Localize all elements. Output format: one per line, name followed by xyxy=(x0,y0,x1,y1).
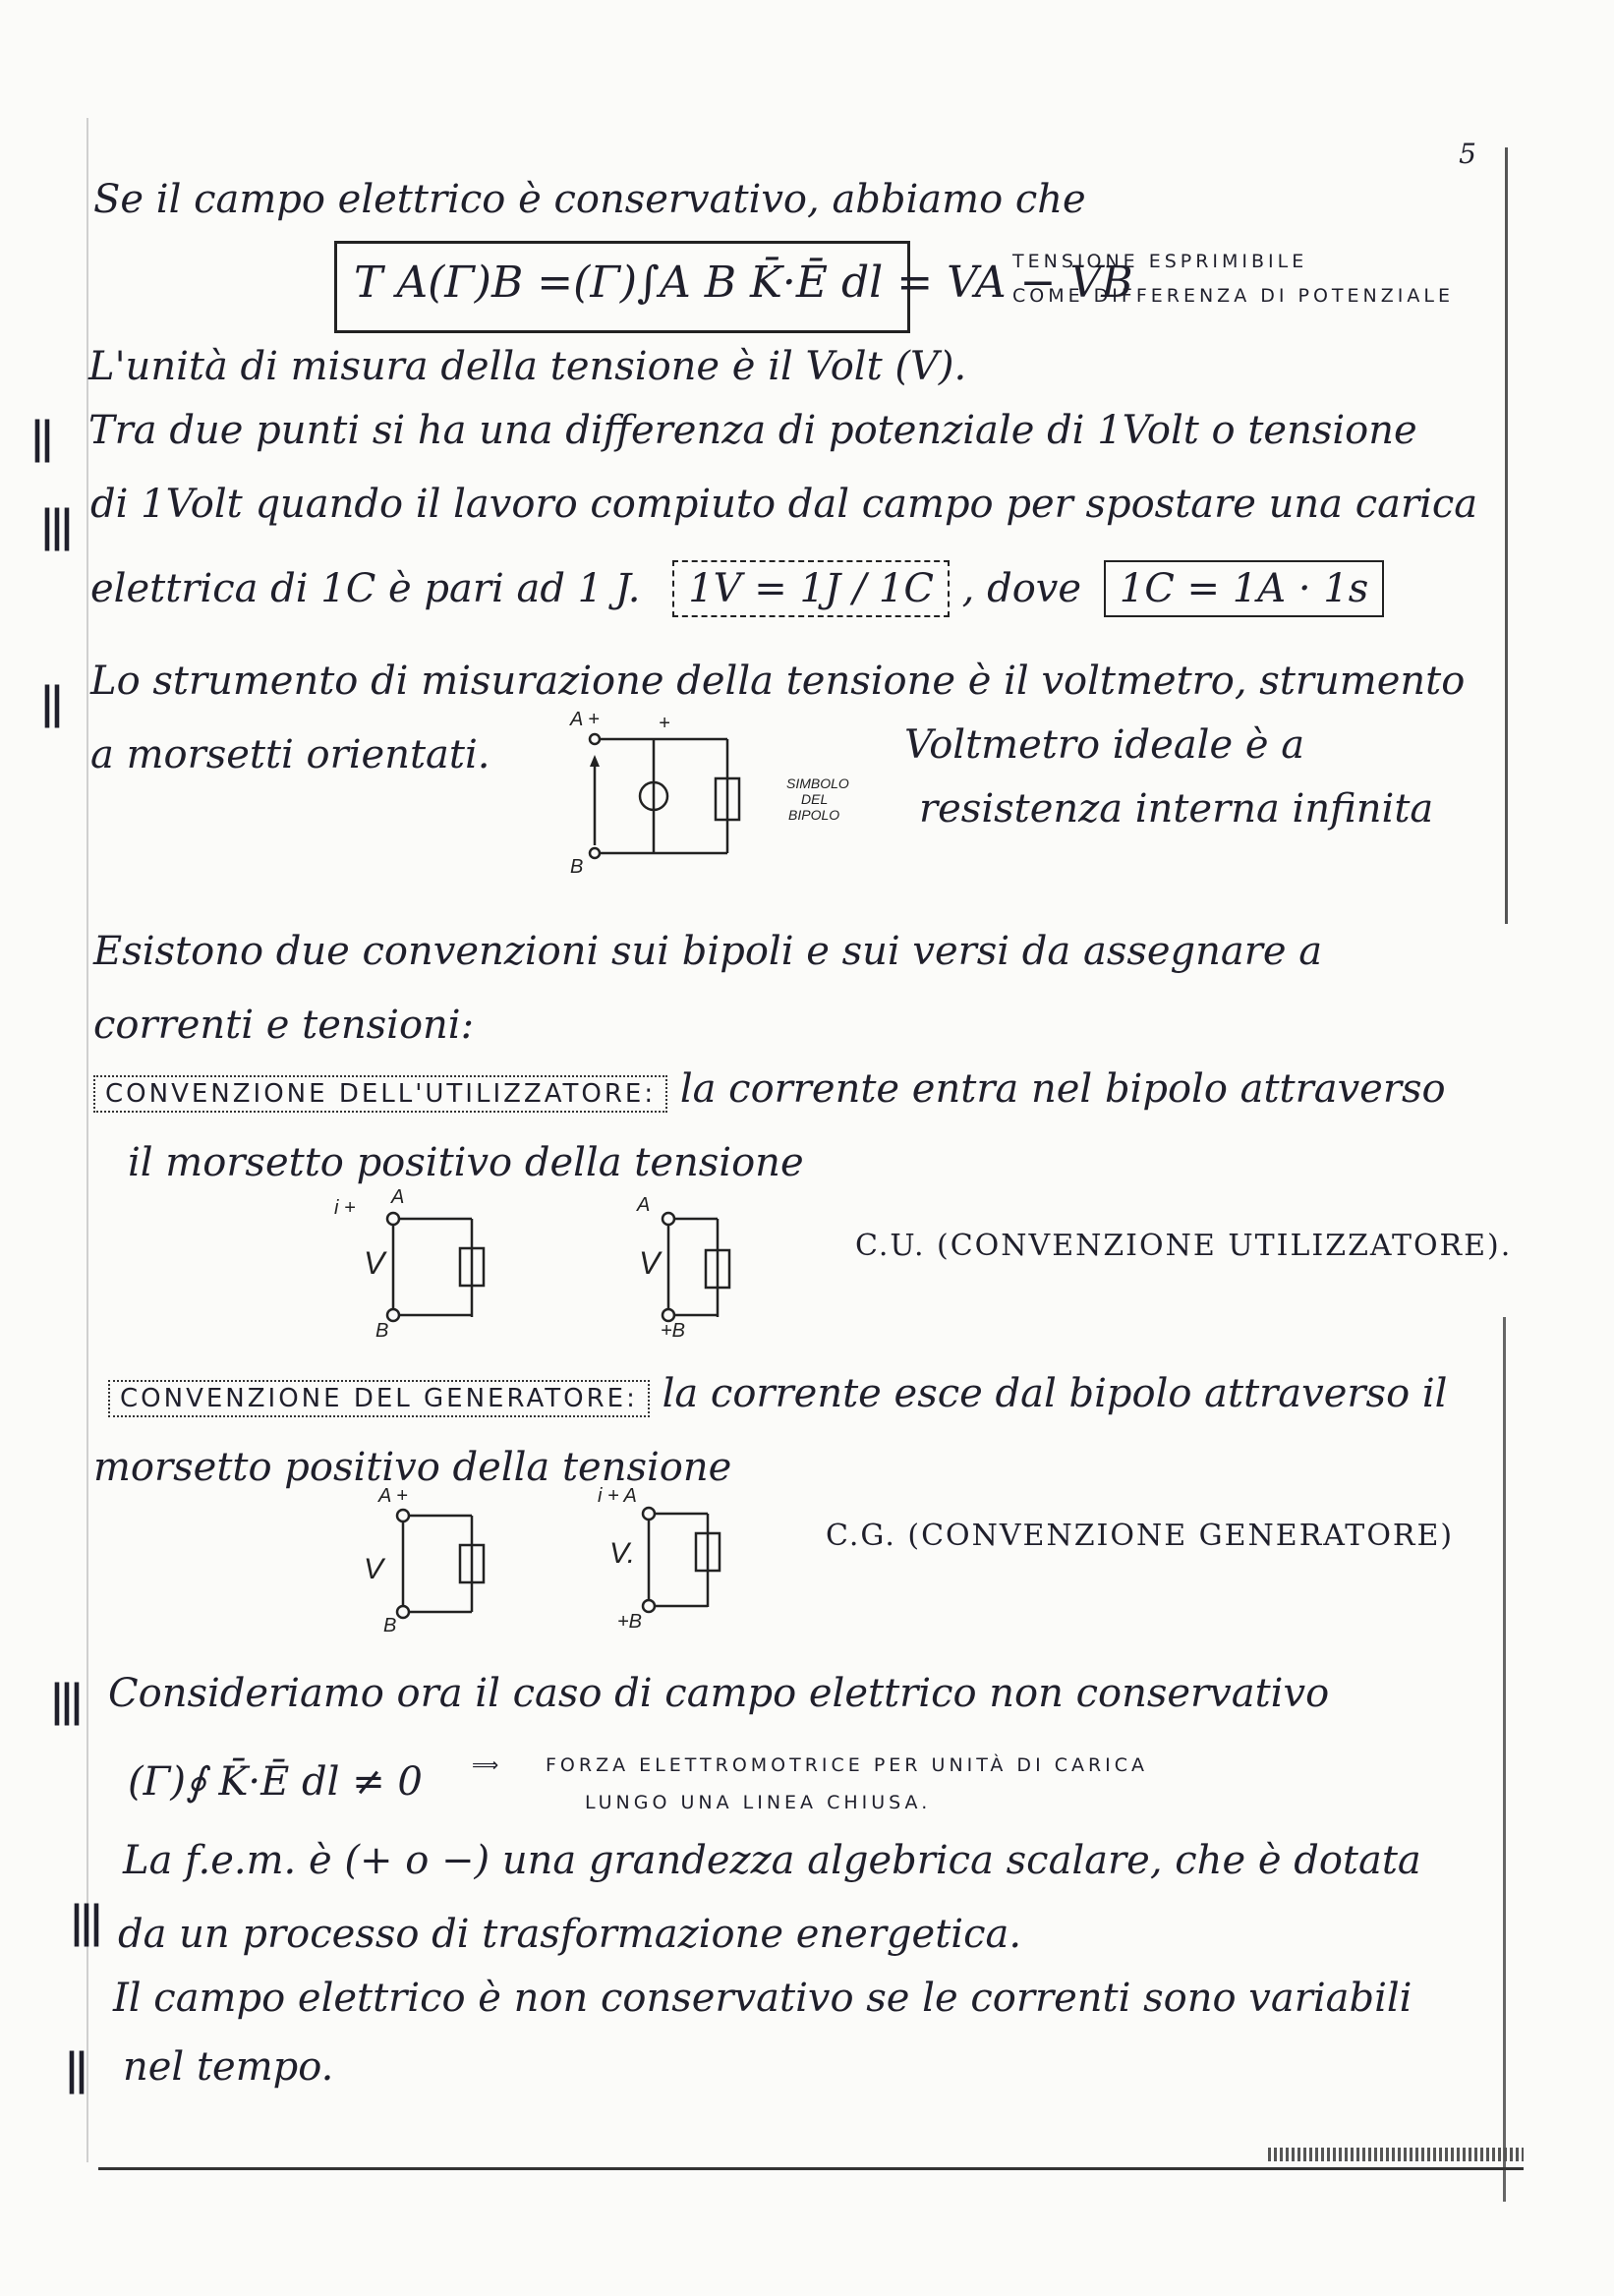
margin-bars-2: ||| xyxy=(39,501,70,551)
line-unita-misura: L'unità di misura della tensione è il Volt (V). xyxy=(88,344,967,389)
line-differenza-potenziale: Tra due punti si ha una differenza di potenziale di 1Volt o tensione xyxy=(88,408,1417,453)
label-B: B xyxy=(570,856,584,875)
margin-bars-3: || xyxy=(39,678,60,728)
cg2-A: i + A xyxy=(598,1485,637,1507)
cu2-A: A xyxy=(637,1194,651,1216)
line-fem: La f.e.m. è (+ o −) una grandezza algebrica scalare, che è dotata xyxy=(123,1838,1421,1883)
fem-arrow: ⟹ xyxy=(472,1754,503,1776)
line-cu xyxy=(93,1066,1446,1113)
bottom-dashed-line xyxy=(1268,2148,1524,2161)
voltmetro-note-2: resistenza interna infinita xyxy=(919,786,1434,832)
bottom-line xyxy=(98,2167,1524,2170)
cg-label: CONVENZIONE DEL GENERATORE: xyxy=(108,1380,650,1417)
page-number: 5 xyxy=(1459,138,1476,170)
tensione-note-2: COME DIFFERENZA DI POTENZIALE xyxy=(1012,285,1454,307)
closed-integral: (Γ)∮ K̄·Ē dl ≠ 0 xyxy=(128,1759,423,1805)
label-A: A + xyxy=(570,709,600,730)
right-border-line-lower xyxy=(1503,1317,1506,2202)
cu1-i: i + xyxy=(334,1197,356,1219)
voltmetro-note-1: Voltmetro ideale è a xyxy=(904,722,1305,768)
fem-note-1: FORZA ELETTROMOTRICE PER UNITÀ DI CARICA xyxy=(546,1754,1149,1776)
line-lavoro: di 1Volt quando il lavoro compiuto dal campo per spostare una carica xyxy=(90,482,1478,527)
fem-note-2: LUNGO UNA LINEA CHIUSA. xyxy=(585,1792,932,1813)
cg2-V: V. xyxy=(609,1537,636,1570)
label-plus: + xyxy=(659,713,670,734)
cg2-B: +B xyxy=(617,1611,643,1632)
cg-circuits xyxy=(334,1484,757,1632)
cg1-A: A + xyxy=(378,1485,408,1507)
line-tempo: nel tempo. xyxy=(123,2044,334,2090)
cu-text: la corrente entra nel bipolo attraverso xyxy=(679,1066,1446,1112)
tension-formula: T A(Γ)B =(Γ)∫A B K̄·Ē dl = VA − VB xyxy=(354,258,1133,308)
cu1-V: V xyxy=(364,1245,385,1281)
cg1-B: B xyxy=(383,1615,397,1632)
line-strumento: Lo strumento di misurazione della tensione è il voltmetro, strumento xyxy=(90,659,1466,704)
line-cu-2: il morsetto positivo della tensione xyxy=(128,1140,804,1185)
margin-bars-5: ||| xyxy=(69,1897,99,1947)
cu-abbreviation: C.U. (CONVENZIONE UTILIZZATORE). xyxy=(855,1229,1513,1263)
line-convenzioni: Esistono due convenzioni sui bipoli e sui versi da assegnare a xyxy=(93,929,1323,974)
cu2-V: V xyxy=(639,1245,661,1281)
simbolo-label: SIMBOLO xyxy=(786,775,849,791)
line-conservativo: Se il campo elettrico è conservativo, abbiamo che xyxy=(93,177,1086,222)
line-non-conservativo: Consideriamo ora il caso di campo elettrico non conservativo xyxy=(108,1671,1330,1716)
cg-abbreviation: C.G. (CONVENZIONE GENERATORE) xyxy=(826,1519,1455,1553)
cu-label: CONVENZIONE DELL'UTILIZZATORE: xyxy=(93,1075,667,1113)
line-correnti-tensioni: correnti e tensioni: xyxy=(93,1003,475,1048)
line-morsetti: a morsetti orientati. xyxy=(90,732,490,777)
line-correnti-variabili: Il campo elettrico è non conservativo se le correnti sono variabili xyxy=(113,1976,1412,2021)
margin-bars: || xyxy=(29,413,50,463)
voltmeter-circuit xyxy=(560,708,894,875)
margin-bars-6: || xyxy=(64,2044,85,2095)
tensione-note-1: TENSIONE ESPRIMIBILE xyxy=(1012,251,1308,272)
carica-text: elettrica di 1C è pari ad 1 J. xyxy=(90,566,641,611)
dove-text: , dove xyxy=(961,566,1082,611)
cg1-V: V xyxy=(364,1553,384,1585)
cu1-A: A xyxy=(391,1189,405,1208)
cu-circuits xyxy=(324,1189,777,1337)
cg-text: la corrente esce dal bipolo attraverso il xyxy=(662,1371,1448,1416)
coulomb-definition-box: 1C = 1A · 1s xyxy=(1104,560,1384,617)
volt-definition-box: 1V = 1J / 1C xyxy=(672,560,950,617)
line-trasformazione: da un processo di trasformazione energetica. xyxy=(118,1912,1022,1957)
right-border-line xyxy=(1505,147,1508,924)
line-cg xyxy=(108,1371,1447,1417)
cu1-B: B xyxy=(375,1320,389,1337)
line-cg-2: morsetto positivo della tensione xyxy=(93,1445,732,1490)
line-carica xyxy=(90,560,1384,617)
bipolo-label: BIPOLO xyxy=(788,807,840,823)
margin-bars-4: ||| xyxy=(49,1676,80,1726)
del-label: DEL xyxy=(801,791,829,807)
cu2-B: +B xyxy=(661,1320,686,1337)
